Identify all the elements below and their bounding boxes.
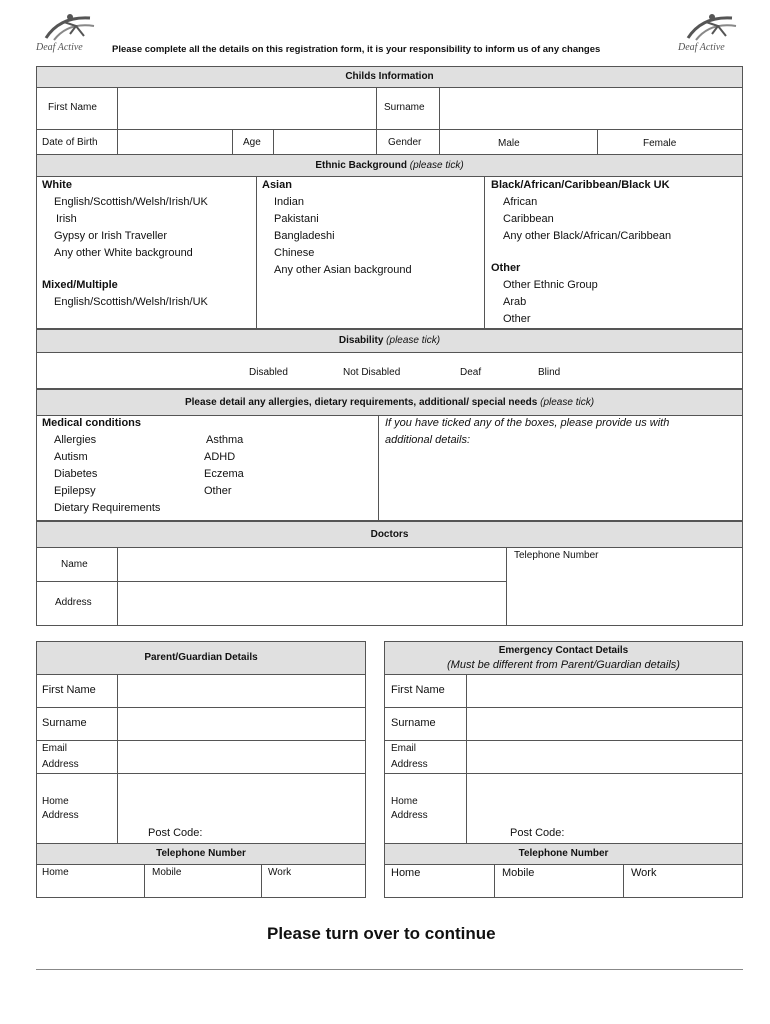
- emergency-home-address-field[interactable]: [467, 774, 742, 824]
- ethnic-option[interactable]: Any other Black/African/Caribbean: [503, 230, 672, 242]
- ethnic-option[interactable]: African: [503, 196, 538, 208]
- doctors-header: Doctors: [37, 522, 742, 547]
- parent-postcode-label: Post Code:: [148, 827, 203, 839]
- parent-home-address-label: Address: [42, 810, 79, 821]
- parent-header: Parent/Guardian Details: [37, 642, 365, 674]
- emergency-home-phone-label: Home: [391, 867, 421, 879]
- deaf-active-logo-right: [678, 12, 748, 58]
- emergency-home-address-label: Home: [391, 796, 418, 807]
- gender-label: Gender: [388, 137, 422, 148]
- ethnic-option[interactable]: Bangladeshi: [274, 230, 335, 242]
- footer-divider: [36, 969, 743, 970]
- disability-option-not-disabled[interactable]: Not Disabled: [343, 367, 401, 378]
- medical-option[interactable]: Asthma: [206, 434, 244, 446]
- medical-option[interactable]: Allergies: [54, 434, 97, 446]
- emergency-surname-label: Surname: [391, 717, 436, 729]
- ethnic-option[interactable]: Caribbean: [503, 213, 554, 225]
- ethnic-option[interactable]: Other Ethnic Group: [503, 279, 598, 291]
- needs-note: If you have ticked any of the boxes, please provide us with: [385, 417, 670, 429]
- ethnic-other-heading: Other: [491, 262, 521, 274]
- parent-surname-field[interactable]: [118, 708, 365, 739]
- gender-male-option[interactable]: Male: [498, 138, 520, 149]
- ethnic-option[interactable]: Arab: [503, 296, 527, 308]
- ethnic-option[interactable]: Other: [503, 313, 531, 325]
- emergency-home-address-label: Address: [391, 810, 428, 821]
- ethnic-option[interactable]: English/Scottish/Welsh/Irish/UK: [54, 296, 208, 308]
- ethnic-option[interactable]: Gypsy or Irish Traveller: [54, 230, 168, 242]
- needs-note: additional details:: [385, 434, 471, 446]
- emergency-first-name-label: First Name: [391, 684, 445, 696]
- doctor-name-field[interactable]: [118, 548, 505, 580]
- ethnic-black-heading: Black/African/Caribbean/Black UK: [491, 179, 670, 191]
- emergency-surname-field[interactable]: [467, 708, 742, 739]
- medical-option[interactable]: ADHD: [204, 451, 236, 463]
- needs-header: Please detail any allergies, dietary requirements, additional/ special needs (please tick): [37, 390, 742, 415]
- doctor-address-label: Address: [55, 597, 92, 608]
- emergency-first-name-field[interactable]: [467, 675, 742, 706]
- child-info-header: Childs Information: [37, 67, 742, 87]
- needs-details-field[interactable]: [380, 452, 742, 520]
- parent-email-label: Email: [42, 743, 68, 754]
- child-first-name-field[interactable]: [118, 88, 375, 128]
- medical-option[interactable]: Eczema: [204, 468, 244, 480]
- parent-home-phone-label: Home: [42, 867, 69, 878]
- medical-option[interactable]: Epilepsy: [54, 485, 96, 497]
- medical-option[interactable]: Diabetes: [54, 468, 98, 480]
- age-label: Age: [243, 137, 261, 148]
- ethnic-option[interactable]: Irish: [56, 213, 77, 225]
- logo-text: Deaf Active: [678, 42, 725, 53]
- parent-first-name-label: First Name: [42, 684, 96, 696]
- emergency-telephone-header: Telephone Number: [385, 844, 742, 864]
- ethnic-white-heading: White: [42, 179, 72, 191]
- runner-logo-icon: [40, 12, 100, 42]
- dob-label: Date of Birth: [42, 137, 98, 148]
- parent-home-address-label: Home: [42, 796, 69, 807]
- ethnic-option[interactable]: Any other Asian background: [274, 264, 412, 276]
- emergency-postcode-label: Post Code:: [510, 827, 565, 839]
- parent-mobile-label: Mobile: [152, 867, 182, 878]
- disability-option-disabled[interactable]: Disabled: [249, 367, 288, 378]
- intro-text: Please complete all the details on this registration form, it is your responsibility to inform us of any changes: [112, 44, 601, 55]
- emergency-header: Emergency Contact Details (Must be different from Parent/Guardian details): [385, 642, 742, 674]
- disability-option-deaf[interactable]: Deaf: [460, 367, 482, 378]
- doctor-address-field[interactable]: [118, 582, 505, 625]
- ethnic-header: Ethnic Background (please tick): [37, 155, 742, 176]
- parent-telephone-header: Telephone Number: [37, 844, 365, 864]
- turn-over-text: Please turn over to continue: [267, 924, 496, 943]
- doctor-name-label: Name: [61, 559, 88, 570]
- ethnic-option[interactable]: Indian: [274, 196, 304, 208]
- medical-option[interactable]: Other: [204, 485, 232, 497]
- parent-work-label: Work: [268, 867, 292, 878]
- gender-female-option[interactable]: Female: [643, 138, 677, 149]
- logo-text: Deaf Active: [36, 42, 83, 53]
- ethnic-option[interactable]: Chinese: [274, 247, 315, 259]
- ethnic-mixed-heading: Mixed/Multiple: [42, 279, 118, 291]
- emergency-email-label: Email: [391, 743, 417, 754]
- doctor-telephone-label: Telephone Number: [514, 550, 599, 561]
- ethnic-option[interactable]: Any other White background: [54, 247, 193, 259]
- emergency-email-field[interactable]: [467, 741, 742, 772]
- emergency-email-label: Address: [391, 759, 428, 770]
- child-age-field[interactable]: [274, 130, 375, 153]
- emergency-work-label: Work: [631, 867, 657, 879]
- parent-email-label: Address: [42, 759, 79, 770]
- deaf-active-logo-left: [36, 12, 106, 58]
- parent-home-address-field[interactable]: [118, 774, 365, 824]
- emergency-mobile-label: Mobile: [502, 867, 535, 879]
- ethnic-option[interactable]: Pakistani: [274, 213, 319, 225]
- runner-logo-icon: [682, 12, 742, 42]
- disability-header: Disability (please tick): [37, 330, 742, 352]
- parent-email-field[interactable]: [118, 741, 365, 772]
- surname-label: Surname: [384, 102, 425, 113]
- medical-option[interactable]: Autism: [54, 451, 88, 463]
- parent-first-name-field[interactable]: [118, 675, 365, 706]
- disability-option-blind[interactable]: Blind: [538, 367, 561, 378]
- parent-surname-label: Surname: [42, 717, 87, 729]
- medical-conditions-heading: Medical conditions: [42, 417, 142, 429]
- first-name-label: First Name: [48, 102, 97, 113]
- child-dob-field[interactable]: [118, 130, 231, 153]
- ethnic-asian-heading: Asian: [262, 179, 292, 191]
- medical-option[interactable]: Dietary Requirements: [54, 502, 161, 514]
- child-surname-field[interactable]: [440, 88, 742, 128]
- ethnic-option[interactable]: English/Scottish/Welsh/Irish/UK: [54, 196, 208, 208]
